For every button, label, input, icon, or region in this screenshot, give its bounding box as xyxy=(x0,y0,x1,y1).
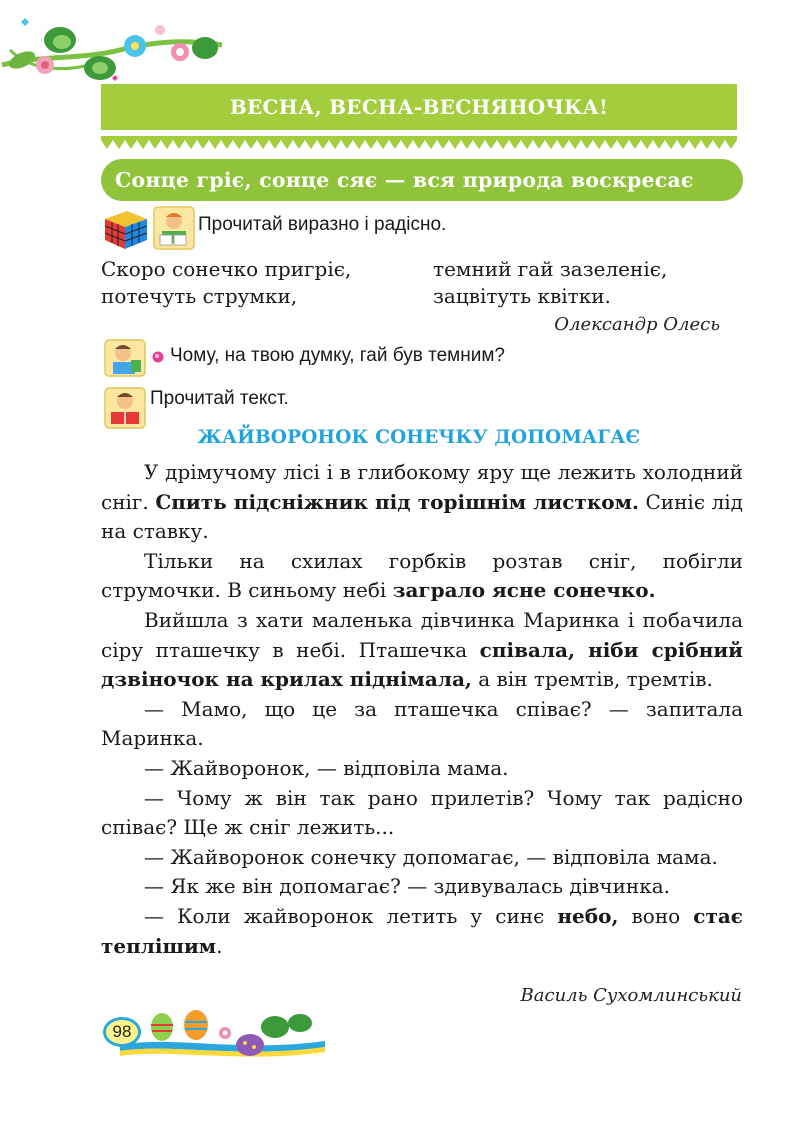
story-paragraph: У дрімучому лісі і в глибокому яру ще лежить холодний сніг. Спить підсніжник під торішнім листком. Синіє лід на ставку. xyxy=(101,460,743,544)
story-author: Василь Сухомлинський xyxy=(520,985,742,1006)
story-paragraph: Тільки на схилах горбків розтав сніг, побігли струмочки. В синьому небі заграло ясне сонечко. xyxy=(101,548,743,603)
story-title: ЖАЙВОРОНОК СОНЕЧКУ ДОПОМАГАЄ xyxy=(197,427,641,448)
task3-instruction: Прочитай текст. xyxy=(150,388,289,409)
story-paragraph: — Коли жайворонок летить у синє небо, воно стає теплішим. xyxy=(101,903,743,958)
child-with-book-icon xyxy=(103,386,147,430)
story-paragraph: — Жайворонок сонечку допомагає, — відповіла мама. xyxy=(144,844,718,869)
rubik-cube-icon xyxy=(101,207,151,251)
section-title: ВЕСНА, ВЕСНА-ВЕСНЯНОЧКА! xyxy=(229,95,609,119)
child-reading-icon xyxy=(152,205,196,251)
story-paragraph: — Жайворонок, — відповіла мама. xyxy=(144,755,509,780)
task1-instruction: Прочитай виразно і радісно. xyxy=(198,214,447,235)
zigzag-divider xyxy=(101,136,737,150)
child-thinking-icon xyxy=(103,338,147,378)
bullet-icon xyxy=(151,350,165,364)
story-paragraph: — Чому ж він так рано прилетів? Чому так радісно співає? Ще ж сніг лежить... xyxy=(101,785,743,840)
lesson-subtitle-bar xyxy=(101,159,743,201)
poem-author: Олександр Олесь xyxy=(554,314,720,335)
poem-right-column xyxy=(433,256,667,310)
poem-line: темний гай зазеленіє, xyxy=(433,257,668,281)
section-banner xyxy=(101,84,737,130)
story-text xyxy=(101,458,743,961)
floral-decoration-top xyxy=(0,10,225,85)
story-paragraph: — Мамо, що це за пташечка співає? — запитала Маринка. xyxy=(101,696,743,751)
poem-line: зацвітуть квітки. xyxy=(433,284,611,308)
poem-line: потечуть струмки, xyxy=(101,284,298,308)
page-number: 98 xyxy=(103,1017,141,1047)
task2-question: Чому, на твою думку, гай був темним? xyxy=(170,345,505,366)
story-paragraph: Вийшла з хати маленька дівчинка Маринка і побачила сіру пташечку в небі. Пташечка співала, ніби срібний дзвіночок на крилах піднімала, а він тремтів, тремтів. xyxy=(101,607,744,692)
story-paragraph: — Як же він допомагає? — здивувалась дівчинка. xyxy=(144,874,671,899)
poem-left-column xyxy=(101,256,351,310)
poem-line: Скоро сонечко пригріє, xyxy=(101,257,352,281)
lesson-subtitle: Сонце гріє, сонце сяє — вся природа воскресає xyxy=(115,168,694,192)
